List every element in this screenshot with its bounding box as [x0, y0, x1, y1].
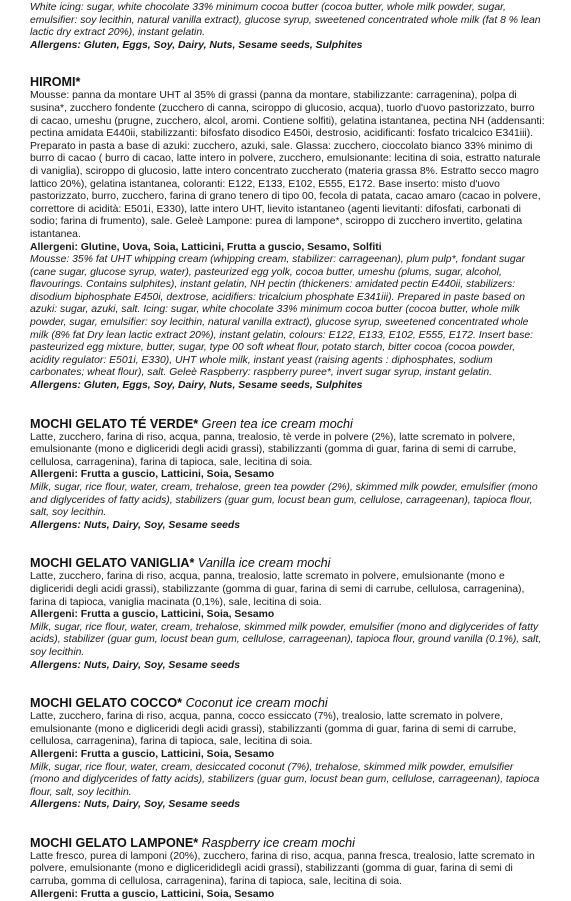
italian-ingredients: Latte, zucchero, farina di riso, acqua, panna, cocco essiccato (7%), trealosio, latte scremato in polvere, emulsionante (mono e digliceridi degli acidi grassi), stabilizzanti (gomma di guar, farina di semi di carrube, cellulosa, carragenina), farina di tapioca, sale, lecitina di soia.: [30, 711, 517, 748]
english-ingredients: Milk, sugar, rice flour, water, cream, desiccated coconut (7%), trehalose, skimmed milk powder, emulsifier (mono and diglycerides of fatty acids), stabilizers (guar gum, locust bean gum, cellulose, carrageenan), tapioca flour, salt, soy lecithin.: [30, 761, 540, 798]
intro-block: [30, 2, 545, 52]
product-name: MOCHI GELATO COCCO*: [30, 696, 183, 711]
product-section: [30, 696, 545, 812]
product-name: HIROMI*: [30, 75, 81, 90]
product-section: [30, 556, 545, 672]
product-name: MOCHI GELATO LAMPONE*: [30, 835, 199, 850]
allergens-italian: Allergeni: Frutta a guscio, Latticini, Soia, Sesamo: [30, 609, 275, 621]
allergens-italian: Allergeni: Frutta a guscio, Latticini, Soia, Sesamo: [30, 469, 275, 481]
product-subtitle: Raspberry ice cream mochi: [201, 835, 355, 850]
product-title: [30, 836, 545, 851]
product-subtitle: Green tea ice cream mochi: [201, 416, 353, 431]
allergens-italian: Allergeni: Glutine, Uova, Soia, Latticini, Frutta a guscio, Sesamo, Solfiti: [30, 241, 382, 253]
product-name: MOCHI GELATO TÉ VERDE*: [30, 416, 199, 431]
english-ingredients: Milk, sugar, rice flour, water, cream, trehalose, green tea powder (2%), skimmed milk powder, emulsifier (mono and diglycerides of fatty acids), stabilizers (guar gum, locust bean gum, cellulose, carrageenan), tapioca flour, salt, soy lecithin.: [30, 482, 538, 519]
product-title: [30, 75, 545, 90]
english-ingredients: Milk, sugar, rice flour, water, cream, trehalose, skimmed milk powder, emulsifier (mono and diglycerides of fatty acids), stabilizer (guar gum, locust bean gum, cellulose, carrageenan), tapioca flour, ground vanilla (0.1%), salt, soy lecithin.: [30, 621, 542, 658]
product-section: [30, 75, 545, 392]
product-title: [30, 696, 545, 711]
italian-ingredients: Latte, zucchero, farina di riso, acqua, panna, trealosio, latte scremato in polvere, emulsionante (mono e digliceridi degli acidi grassi), stabilizzante (gomma di guar, farina di semi di carrube, cellulosa, carragenina), farina di tapioca, vaniglia macinata (0,1%), sale, lecitina di soia.: [30, 571, 525, 608]
product-title: [30, 556, 545, 571]
allergens-english: Allergens: Gluten, Eggs, Soy, Dairy, Nuts, Sesame seeds, Sulphites: [30, 380, 363, 392]
allergens-italian: Allergeni: Frutta a guscio, Latticini, Soia, Sesamo: [30, 888, 275, 900]
italian-ingredients: Latte fresco, purea di lamponi (20%), zucchero, farina di riso, acqua, panna fresca, trealosio, latte scremato in polvere, emulsionante (mono e digliceridideglì acidi grassi), stabilizzanti (gomma di guar, farina di semi di carruba, gomma di cellulosa, carragenina), farina di tapioca, sale, lecitina di soia.: [30, 850, 535, 888]
product-name: MOCHI GELATO VANIGLIA*: [30, 556, 195, 571]
english-ingredients: White icing: sugar, white chocolate 33% minimum cocoa butter (cocoa butter, whole milk powder, sugar, emulsifier: soy lecithin, natural vanilla extract), glucose syrup, sweetened concentrated whole milk (fat 8 % lean lactic dry extract 20%), instant gelatin.: [30, 2, 541, 39]
allergens-english: Allergens: Nuts, Dairy, Soy, Sesame seeds: [30, 799, 241, 811]
allergens-english: Allergens: Gluten, Eggs, Soy, Dairy, Nuts, Sesame seeds, Sulphites: [30, 39, 363, 51]
product-title: [30, 417, 545, 432]
allergens-italian: Allergeni: Frutta a guscio, Latticini, Soia, Sesamo: [30, 748, 275, 760]
product-subtitle: Vanilla ice cream mochi: [197, 556, 331, 571]
italian-ingredients: Latte, zucchero, farina di riso, acqua, panna, trealosio, tè verde in polvere (2%), latte scremato in polvere, emulsionante (mono e digliceridi degli acidi grassi), stabilizzanti (gomma di guar, farina di semi di carrube, cellulosa, carragenina), farina di tapioca, sale, lecitina di soia.: [30, 431, 517, 468]
italian-ingredients: Mousse: panna da montare UHT al 35% di grassi (panna da montare, stabilizzante: carragenina), polpa di susina*, zucchero fondente (zucchero di canna, sciroppo di glucosio, acqua), tuorlo d'uovo pastorizzato, burro di cacao, umeshu (prugne, zucchero, alcol, aromi. Contiene solfiti), gelatina istantanea, pectina NH (addensanti: pectina amidata E440ii, stabilizzanti: bifosfato disodico E450i, destrosio, acidificanti: fosfato tricalcico E341iii). Preparato in pasta a base di azuki: zucchero, azuki, sale. Glassa: zucchero, cioccolato bianco 33% minimo di burro di cacao ( burro di cacao, latte intero in polvere, zucchero, emulsionante: lecitina di soia, estratto naturale di vaniglia), sciroppo di glucosio, latte intero concentrato zuccherato (materia grassa 8%. Estratto secco magro lattico 20%), gelatina istantanea, coloranti: E122, E133, E102, E555, E172. Base inserto: misto d'uovo pastorizzato, burro, zucchero, farina di grano tenero di tipo 00, fecola di patata, cacao amaro (cacao in polvere, correttore di acidità: E501i, E330), latte intero UHT, lievito istantaneo (agenti lievitanti: difosfati, carbonati di sodio; farina di frumento), sale. Geleè Lampone: purea di lampone*, sciroppo di zucchero invertito, gelatina istantanea.: [30, 90, 545, 240]
allergens-english: Allergens: Nuts, Dairy, Soy, Sesame seeds: [30, 519, 241, 531]
allergens-english: Allergens: Nuts, Dairy, Soy, Sesame seeds: [30, 659, 241, 671]
product-section: [30, 417, 545, 533]
product-section: [30, 836, 545, 901]
english-ingredients: Mousse: 35% fat UHT whipping cream (whipping cream, stabilizer: carrageenan), plum pulp*, fondant sugar (cane sugar, glucose syrup, water), pasteurized egg yolk, cocoa butter, umeshu (plums, sugar, alcohol, flavourings. Contains sulphites), instant gelatin, NH pectin (thickeners: amidated pectin E440ii, stabilizers: disodium biphosphate E450i, dextrose, acidifiers: tricalcium phosphate E341iii). Prepared in paste based on azuki: sugar, azuki, salt. Icing: sugar, white chocolate 33% minimum cocoa butter (cocoa butter, whole milk powder, sugar, emulsifier: soy lecithin, natural vanilla extract), glucose syrup, sweetened concentrated whole milk (8% fat Dry lean lactic extract 20%), instant gelatin, colours: E122, E133, E102, E555, E172. Insert base: pasteurized egg mixture, butter, sugar, type 00 soft wheat flour, potato starch, bitter cocoa (cocoa powder, acidity regulator: E501i, E330), UHT whole milk, instant yeast (raising agents : diphosphates, sodium carbonates; wheat flour), salt. Geleè Raspberry: raspberry puree*, invert sugar syrup, instant gelatin.: [30, 254, 534, 379]
product-subtitle: Coconut ice cream mochi: [185, 696, 328, 711]
